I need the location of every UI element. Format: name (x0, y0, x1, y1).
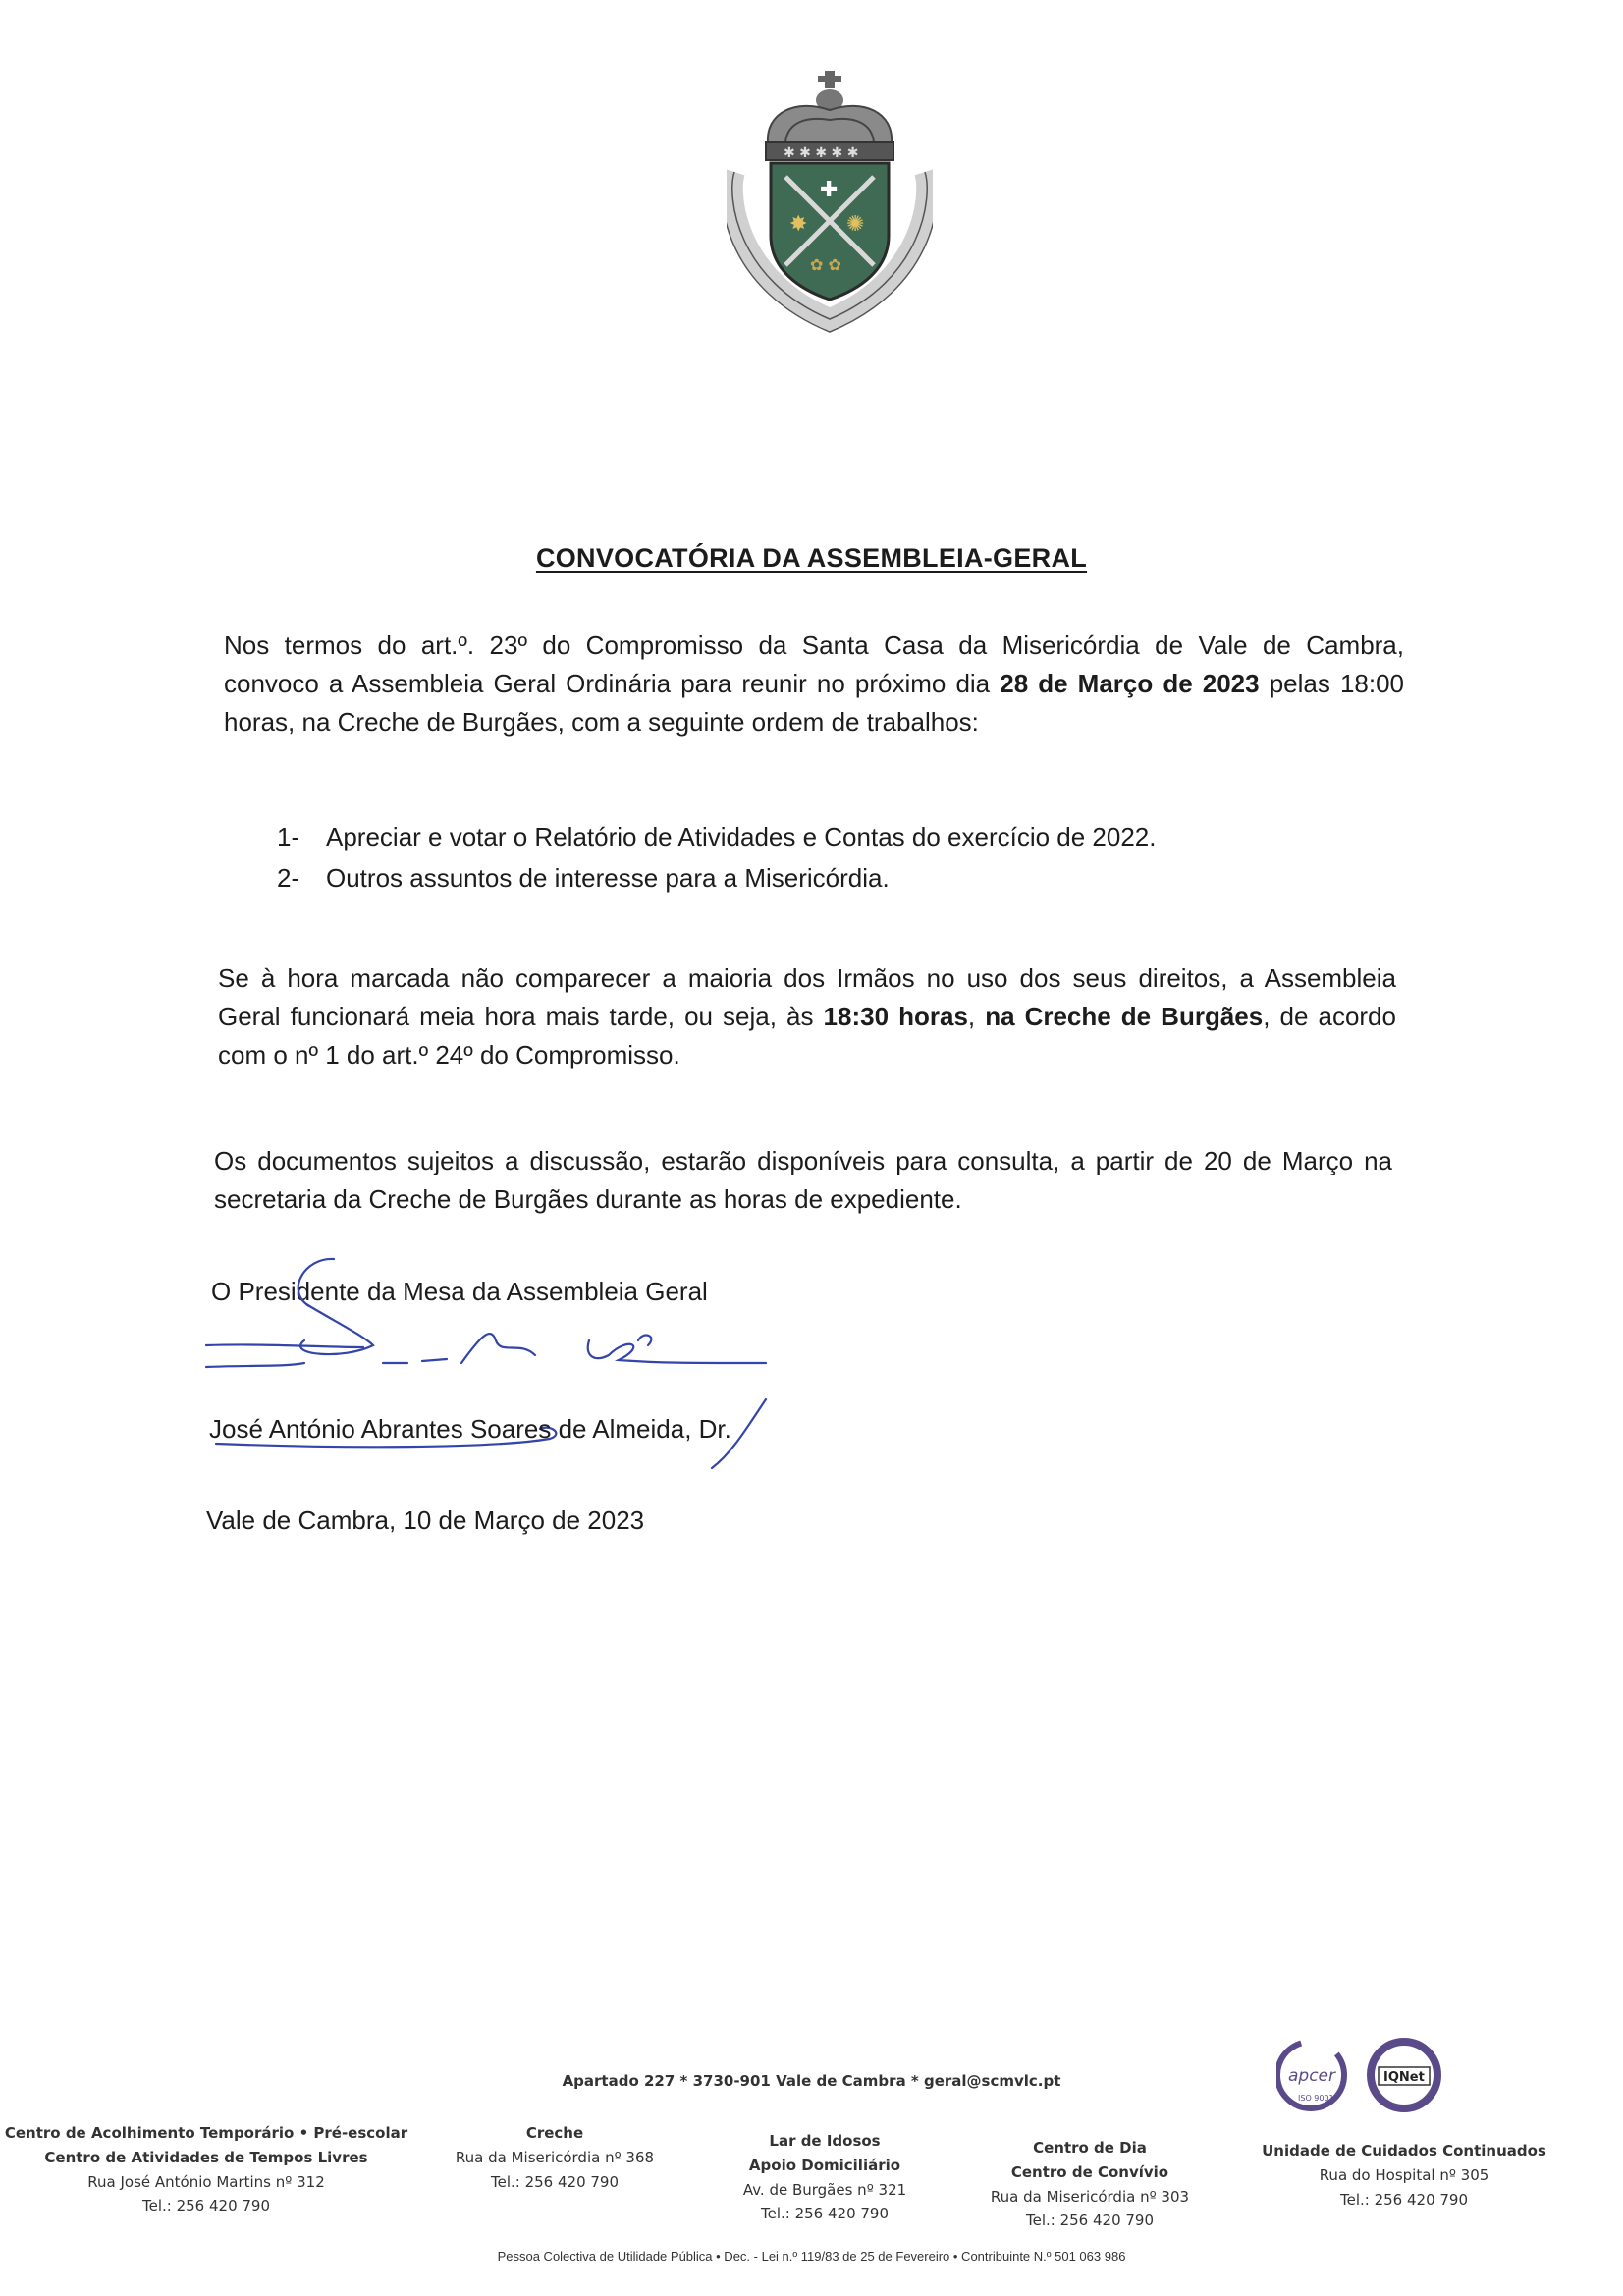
meeting-date: 28 de Março de 2023 (1000, 669, 1260, 698)
paragraph-line: horas, na Creche de Burgães, com a seguinte ordem de trabalhos: (224, 707, 979, 737)
agenda-list (277, 817, 1357, 899)
svg-text:✺: ✺ (846, 212, 865, 237)
footer-column-creche: Creche Rua da Misericórdia nº 368 Tel.: 256 420 790 (455, 2124, 655, 2191)
footer-column-acolhimento: Centro de Acolhimento Temporário • Pré-escolar Centro de Atividades de Tempos Livres Rua José António Martins nº 312 Tel.: 256 420 790 (4, 2124, 408, 2215)
quorum-paragraph: Se à hora marcada não comparecer a maioria dos Irmãos no uso dos seus direitos, a Assembleia Geral funcionará meia hora mais tarde, ou seja, às 18:30 horas, na Creche de Burgães, de acordo com o nº 1 do art.º 24º do Compromisso. (218, 963, 1396, 1069)
agenda-item: 2- Outros assuntos de interesse para a Misericórdia. (277, 862, 890, 893)
svg-text:✚: ✚ (820, 178, 839, 202)
svg-text:✱ ✱ ✱ ✱ ✱: ✱ ✱ ✱ ✱ ✱ (784, 145, 859, 161)
footer-column-lar: Lar de Idosos Apoio Domiciliário Av. de Burgães nº 321 Tel.: 256 420 790 (742, 2132, 907, 2223)
apcer-logo-text: apcer (1288, 2066, 1336, 2086)
handwritten-signature (196, 1247, 805, 1483)
footer-address: Apartado 227 * 3730-901 Vale de Cambra * geral@scmvlc.pt (562, 2072, 1061, 2090)
svg-text:✿ ✿: ✿ ✿ (810, 255, 841, 274)
paragraph-line: Nos termos do art.º. 23º do Compromisso da Santa Casa da Misericórdia de Vale de Cambra, (224, 630, 1404, 660)
convocation-paragraph (224, 627, 1404, 741)
footer-column-centro-dia: Centro de Dia Centro de Convívio Rua da Misericórdia nº 303 Tel.: 256 420 790 (990, 2139, 1190, 2230)
certification-logos (1276, 2038, 1502, 2116)
footer-column-cuidados: Unidade de Cuidados Continuados Rua do Hospital nº 305 Tel.: 256 420 790 (1262, 2142, 1546, 2209)
agenda-item: 1- Apreciar e votar o Relatório de Atividades e Contas do exercício de 2022. (277, 822, 1157, 851)
document-title: CONVOCATÓRIA DA ASSEMBLEIA-GERAL (535, 543, 1088, 573)
legal-footer: Pessoa Colectiva de Utilidade Pública • Dec. - Lei n.º 119/83 de 25 de Fevereiro • Contribuinte N.º 501 063 986 (497, 2249, 1126, 2264)
place-and-date: Vale de Cambra, 10 de Março de 2023 (206, 1505, 645, 1535)
signatory-role: O Presidente da Mesa da Assembleia Geral (211, 1277, 708, 1306)
santa-casa-logo (727, 69, 933, 334)
iqnet-logo-text: IQNet (1383, 2070, 1425, 2085)
documents-paragraph: Os documentos sujeitos a discussão, estarão disponíveis para consulta, a partir de 20 de Março na secretaria da Creche de Burgães durante as horas de expediente. (214, 1146, 1392, 1214)
paragraph-line: convoco a Assembleia Geral Ordinária para reunir no próximo dia 28 de Março de 2023 pelas 18:00 (224, 669, 1405, 698)
signatory-name: José António Abrantes Soares de Almeida, Dr. (209, 1414, 731, 1444)
svg-text:✸: ✸ (789, 212, 808, 237)
iso-text: ISO 9001 (1298, 2094, 1334, 2103)
